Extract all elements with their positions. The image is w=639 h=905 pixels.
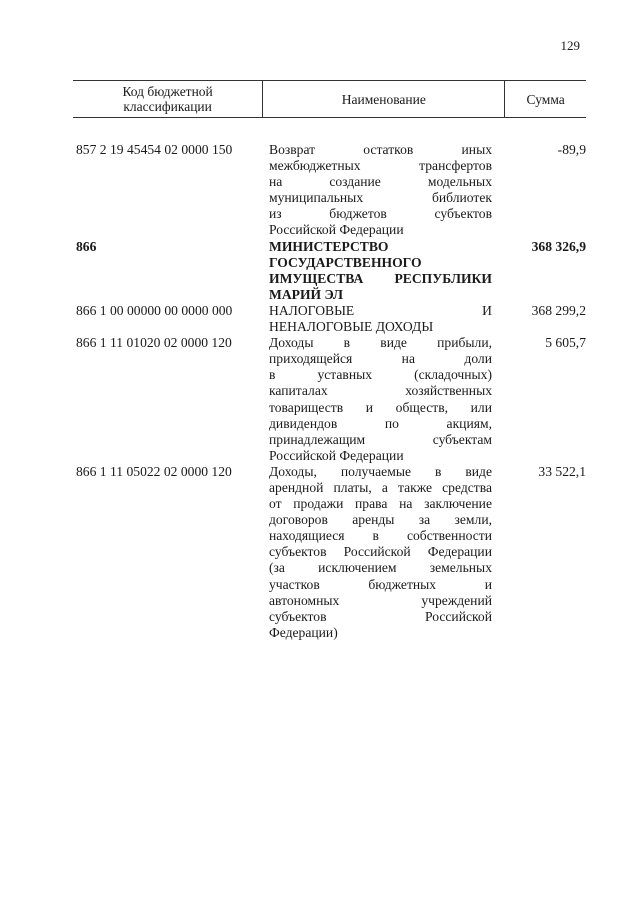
row-name-line: муниципальных библиотек — [269, 190, 492, 206]
row-name — [269, 303, 492, 335]
table-row — [76, 335, 586, 464]
row-name-line: Доходы, получаемые в виде — [269, 463, 492, 479]
row-name-line: на создание модельных — [269, 174, 492, 190]
row-code: 866 1 00 00000 00 0000 000 — [76, 302, 233, 318]
row-code: 866 1 11 01020 02 0000 120 — [76, 335, 232, 351]
row-name-line: МИНИСТЕРСТВО — [269, 238, 389, 254]
row-name-line: Российской Федерации — [269, 447, 404, 463]
table-row — [76, 142, 586, 239]
row-name-line: капиталах хозяйственных — [269, 383, 492, 399]
row-name-line: от продажи права на заключение — [269, 496, 492, 512]
table-row — [76, 239, 586, 303]
header-code-cell — [73, 81, 263, 117]
table-row — [76, 303, 586, 335]
row-name-line: приходящейся на доли — [269, 351, 492, 367]
header-code-line1: Код бюджетной — [122, 84, 213, 99]
row-sum: 33 522,1 — [538, 463, 586, 479]
table-row — [76, 464, 586, 641]
row-name-line: НЕНАЛОГОВЫЕ ДОХОДЫ — [269, 319, 434, 335]
table-header — [73, 80, 586, 118]
row-name-line: в уставных (складочных) — [269, 367, 492, 383]
row-name-line: из бюджетов субъектов — [269, 206, 492, 222]
row-sum: 368 299,2 — [531, 302, 586, 318]
row-name — [269, 464, 492, 641]
row-sum: -89,9 — [557, 142, 586, 157]
row-name-line: автономных учреждений — [269, 592, 492, 608]
row-name-line: ИМУЩЕСТВА РЕСПУБЛИКИ — [269, 270, 492, 286]
row-name-line: дивидендов по акциям, — [269, 415, 492, 431]
row-name-line: договоров аренды за земли, — [269, 512, 492, 528]
row-name — [269, 239, 492, 303]
header-sum-cell: Сумма — [526, 91, 565, 107]
row-name-line: НАЛОГОВЫЕ И — [269, 302, 492, 318]
row-name — [269, 335, 492, 464]
row-name-line: Федерации) — [269, 624, 338, 640]
header-code-line2: классификации — [123, 99, 212, 114]
row-name-line: участков бюджетных и — [269, 576, 492, 592]
row-name-line: субъектов Российской Федерации — [269, 544, 492, 560]
row-name-line: (за исключением земельных — [269, 560, 492, 576]
page-number: 129 — [560, 38, 580, 53]
row-name-line: межбюджетных трансфертов — [269, 158, 492, 174]
row-name-line: Российской Федерации — [269, 222, 404, 238]
row-name-line: МАРИЙ ЭЛ — [269, 286, 343, 302]
row-name-line: принадлежащим субъектам — [269, 431, 492, 447]
row-name-line: находящиеся в собственности — [269, 528, 492, 544]
row-name-line: Возврат остатков иных — [269, 142, 492, 157]
row-code: 857 2 19 45454 02 0000 150 — [76, 142, 233, 157]
row-sum: 5 605,7 — [545, 335, 586, 351]
row-name-line: арендной платы, а также средства — [269, 479, 492, 495]
row-name-line: субъектов Российской — [269, 608, 492, 624]
row-name-line: Доходы в виде прибыли, — [269, 335, 492, 351]
header-name-cell: Наименование — [263, 81, 505, 117]
row-name-line: ГОСУДАРСТВЕННОГО — [269, 254, 422, 270]
row-name — [269, 142, 492, 239]
table-body — [76, 142, 586, 641]
row-name-line: товариществ и обществ, или — [269, 399, 492, 415]
row-code: 866 — [76, 238, 97, 254]
row-code: 866 1 11 05022 02 0000 120 — [76, 463, 232, 479]
row-sum: 368 326,9 — [531, 238, 586, 254]
